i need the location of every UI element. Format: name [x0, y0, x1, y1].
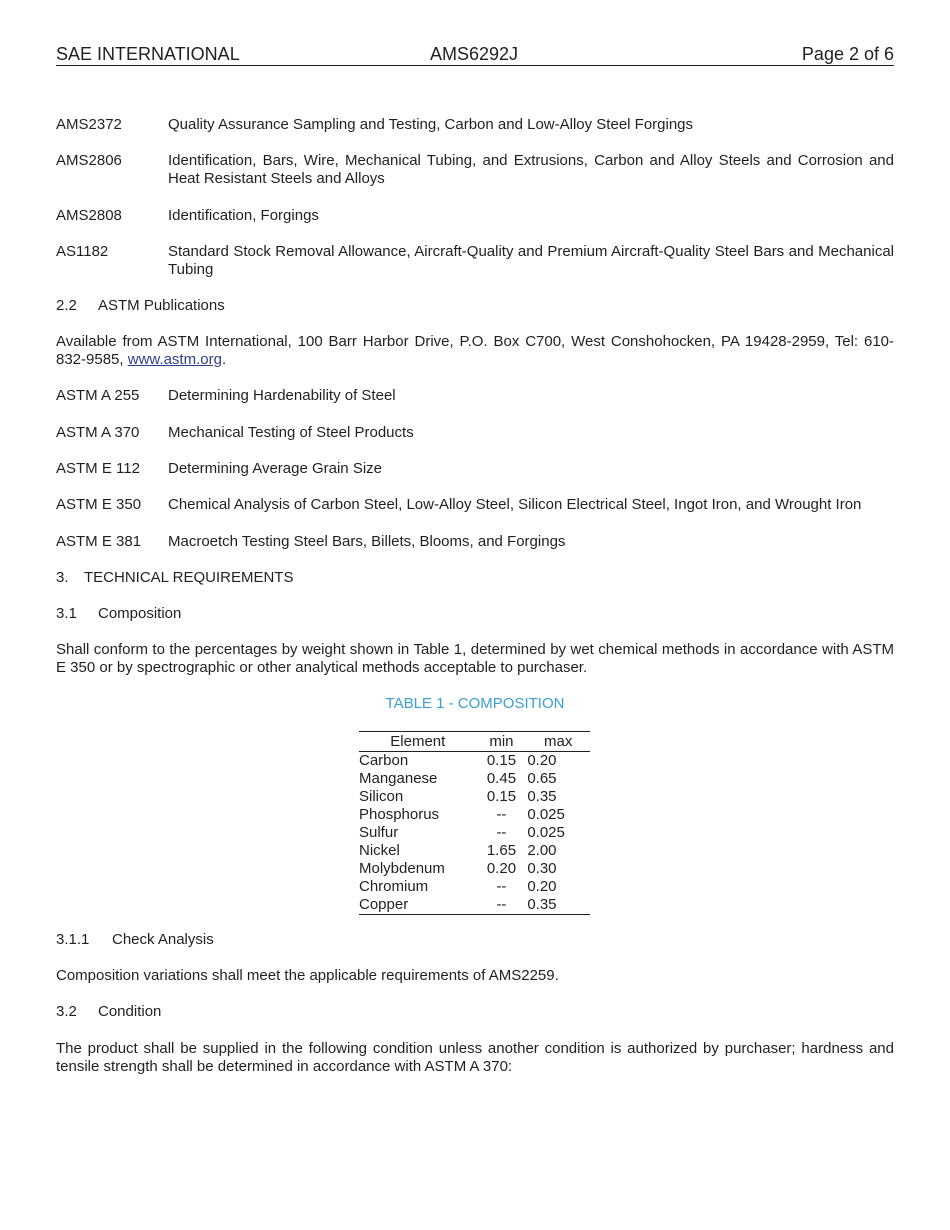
max-cell: 0.025	[527, 824, 565, 841]
reference-title: Determining Hardenability of Steel	[168, 387, 396, 404]
table-row	[359, 860, 590, 878]
reference-code: AMS2808	[56, 207, 122, 224]
min-cell: --	[496, 896, 507, 913]
table-row	[359, 752, 590, 771]
section-heading-3-2	[56, 1003, 894, 1021]
section-title: Condition	[98, 1003, 162, 1020]
table-row	[359, 878, 590, 896]
reference-title: Determining Average Grain Size	[168, 460, 382, 477]
reference-entry	[56, 207, 894, 225]
condition-paragraph: The product shall be supplied in the following condition unless another condition is authorized by purchaser; hardness and tensile strength shall be determined in accordance with ASTM A 370:	[56, 1040, 894, 1075]
page-header	[56, 44, 894, 66]
max-cell: 0.20	[527, 752, 557, 769]
reference-code: ASTM A 255	[56, 387, 140, 404]
max-cell: 0.20	[527, 878, 557, 895]
reference-title: Mechanical Testing of Steel Products	[168, 424, 414, 441]
reference-title: Quality Assurance Sampling and Testing, Carbon and Low-Alloy Steel Forgings	[168, 116, 694, 133]
reference-code: ASTM E 381	[56, 533, 142, 550]
min-cell: --	[496, 824, 507, 841]
section-title: Check Analysis	[112, 931, 214, 948]
availability-text: Available from ASTM International, 100 Barr Harbor Drive, P.O. Box C700, West Conshohocken, PA 19428-2959, Tel: 610-832-9585,	[56, 333, 894, 368]
reference-code: AMS2372	[56, 116, 122, 133]
check-analysis-paragraph: Composition variations shall meet the applicable requirements of AMS2259.	[56, 967, 559, 984]
element-cell: Copper	[359, 896, 409, 913]
max-cell: 0.65	[527, 770, 557, 787]
reference-title: Identification, Forgings	[168, 207, 319, 224]
reference-code: AS1182	[56, 243, 109, 260]
section-heading-3-1	[56, 605, 894, 623]
reference-title: Macroetch Testing Steel Bars, Billets, Blooms, and Forgings	[168, 533, 566, 550]
section-heading-3-1-1	[56, 931, 894, 949]
section-number: 3.	[56, 569, 69, 586]
element-cell: Phosphorus	[359, 806, 440, 823]
astm-availability-paragraph	[56, 333, 894, 369]
reference-code: ASTM E 112	[56, 460, 140, 477]
max-cell: 0.30	[527, 860, 557, 877]
max-cell: 0.35	[527, 896, 557, 913]
max-cell: 2.00	[527, 842, 557, 859]
astm-website-link[interactable]: www.astm.org	[127, 351, 222, 368]
reference-entry	[56, 243, 894, 279]
table-row	[359, 788, 590, 806]
max-cell: 0.35	[527, 788, 557, 805]
column-header-min: min	[489, 732, 514, 750]
table-title: TABLE 1 - COMPOSITION	[385, 695, 565, 712]
header-page-number: Page 2 of 6	[801, 44, 894, 64]
section-title: TECHNICAL REQUIREMENTS	[84, 569, 294, 586]
link-suffix: .	[221, 351, 227, 368]
reference-title: Standard Stock Removal Allowance, Aircraft-Quality and Premium Aircraft-Quality Steel Bars and Mechanical Tubing	[168, 243, 894, 278]
reference-code: ASTM A 370	[56, 424, 140, 441]
min-cell: --	[496, 806, 507, 823]
element-cell: Nickel	[359, 842, 400, 859]
section-title: ASTM Publications	[98, 297, 225, 314]
reference-entry	[56, 460, 894, 478]
composition-paragraph: Shall conform to the percentages by weight shown in Table 1, determined by wet chemical methods in accordance with ASTM E 350 or by spectrographic or other analytical methods acceptable to purchaser.	[56, 641, 894, 676]
min-cell: 0.45	[486, 770, 517, 787]
reference-title: Chemical Analysis of Carbon Steel, Low-Alloy Steel, Silicon Electrical Steel, Ingot Iron, and Wrought Iron	[168, 496, 862, 513]
table-row	[359, 824, 590, 842]
column-header-element: Element	[390, 732, 446, 750]
reference-code: AMS2806	[56, 152, 122, 169]
section-title: Composition	[98, 605, 182, 622]
element-cell: Molybdenum	[359, 860, 445, 877]
reference-entry	[56, 496, 894, 514]
table-row	[359, 770, 590, 788]
reference-entry	[56, 152, 894, 188]
min-cell: --	[496, 878, 507, 895]
header-doc-number: AMS6292J	[430, 44, 519, 64]
max-cell: 0.025	[527, 806, 565, 823]
section-number: 3.1.1	[56, 931, 90, 948]
section-number: 3.1	[56, 605, 77, 622]
element-cell: Silicon	[359, 788, 404, 805]
element-cell: Carbon	[359, 752, 409, 769]
section-number: 2.2	[56, 297, 77, 314]
table-row	[359, 842, 590, 860]
reference-title: Identification, Bars, Wire, Mechanical Tubing, and Extrusions, Carbon and Alloy Steels and Corrosion and Heat Resistant Steels and Alloys	[168, 152, 894, 187]
header-org: SAE INTERNATIONAL	[56, 44, 240, 64]
section-number: 3.2	[56, 1003, 77, 1020]
section-heading-3	[56, 569, 894, 587]
element-cell: Chromium	[359, 878, 429, 895]
section-heading-2-2	[56, 297, 894, 315]
reference-entry	[56, 116, 894, 134]
min-cell: 1.65	[486, 842, 517, 859]
min-cell: 0.20	[486, 860, 517, 877]
table-row	[359, 896, 590, 915]
min-cell: 0.15	[486, 752, 517, 769]
table-header-row	[359, 732, 590, 752]
reference-entry	[56, 387, 894, 405]
reference-entry	[56, 424, 894, 442]
column-header-max: max	[543, 732, 573, 750]
element-cell: Manganese	[359, 770, 438, 787]
element-cell: Sulfur	[359, 824, 399, 841]
reference-code: ASTM E 350	[56, 496, 142, 513]
composition-table	[359, 731, 590, 915]
reference-entry	[56, 533, 894, 551]
table-row	[359, 806, 590, 824]
min-cell: 0.15	[486, 788, 517, 805]
